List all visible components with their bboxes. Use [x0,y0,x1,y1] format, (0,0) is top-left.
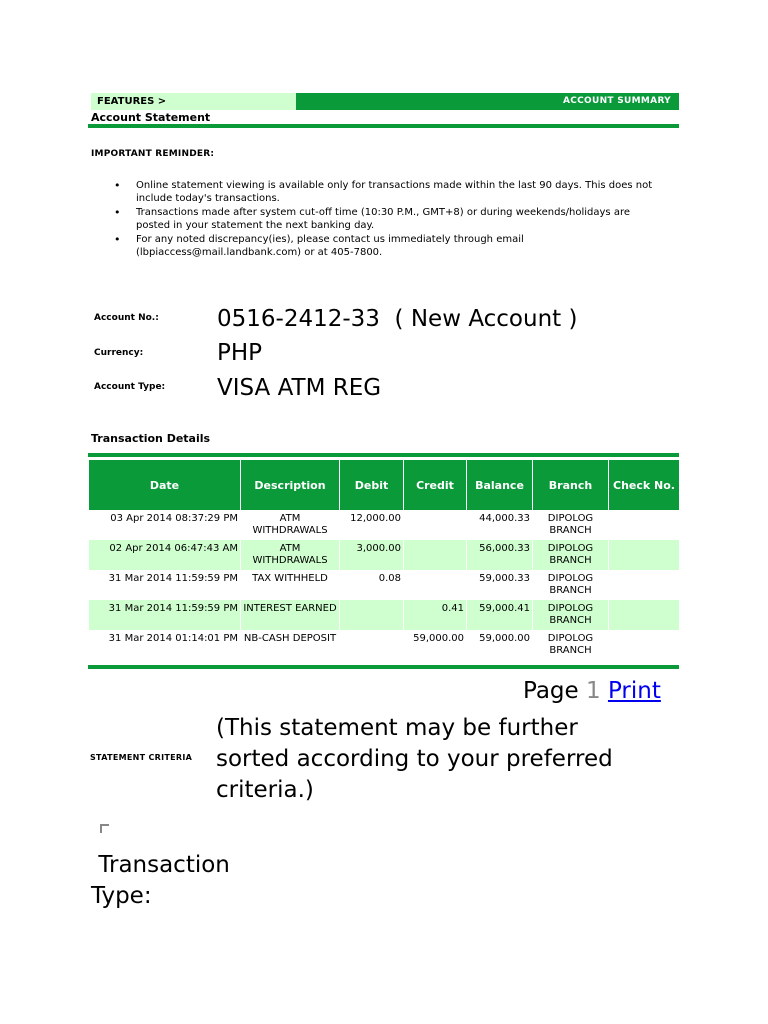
table-header-row [89,460,680,510]
column-header-description[interactable]: Description [241,460,340,510]
table-row [89,510,680,540]
cell-credit [404,510,467,540]
pagination [523,678,661,704]
reminder-item: • Transactions made after system cut-off time (10:30 P.M., GMT+8) or during weekends/holidays are posted in your statement the next banking day. [136,207,657,232]
table-row [89,630,680,660]
cell-check-no [609,570,680,600]
cell-date: 02 Apr 2014 06:47:43 AM [89,540,241,570]
reminder-item: • Online statement viewing is available only for transactions made within the last 90 days. This does not include today's transactions. [136,180,657,205]
statement-criteria-label: STATEMENT CRITERIA [90,753,193,762]
cell-branch: DIPOLOG BRANCH [533,510,609,540]
reminder-item: • For any noted discrepancy(ies), please contact us immediately through email (lbpiaccess@mail.landbank.com) or at 405-7800. [136,234,657,259]
header-divider [88,124,679,128]
cell-debit [340,630,404,660]
cell-debit: 12,000.00 [340,510,404,540]
transaction-type-text: Transaction Type: [91,852,230,909]
page-label: Page [523,678,579,704]
cell-balance: 59,000.33 [467,570,533,600]
cell-credit: 59,000.00 [404,630,467,660]
cell-description: ATM WITHDRAWALS [241,510,340,540]
currency-label: Currency: [94,348,144,358]
cell-description: INTEREST EARNED [241,600,340,630]
table-top-rule [88,453,679,457]
cell-branch: DIPOLOG BRANCH [533,600,609,630]
reminder-heading: IMPORTANT REMINDER: [91,149,215,159]
reminder-list [112,180,657,261]
cell-date: 03 Apr 2014 08:37:29 PM [89,510,241,540]
cell-check-no [609,600,680,630]
page-title: Account Statement [91,111,211,124]
table-row [89,540,680,570]
cell-credit [404,570,467,600]
cell-check-no [609,510,680,540]
cell-branch: DIPOLOG BRANCH [533,630,609,660]
cell-description: NB-CASH DEPOSIT [241,630,340,660]
column-header-debit[interactable]: Debit [340,460,404,510]
print-link[interactable]: Print [607,678,661,704]
cell-debit [340,600,404,630]
cell-credit [404,540,467,570]
cell-check-no [609,630,680,660]
column-header-check-no[interactable]: Check No. [609,460,680,510]
cell-balance: 59,000.41 [467,600,533,630]
cell-branch: DIPOLOG BRANCH [533,570,609,600]
cell-description: ATM WITHDRAWALS [241,540,340,570]
cell-debit: 0.08 [340,570,404,600]
cell-branch: DIPOLOG BRANCH [533,540,609,570]
cell-debit: 3,000.00 [340,540,404,570]
cell-balance: 44,000.33 [467,510,533,540]
cell-check-no [609,540,680,570]
column-header-branch[interactable]: Branch [533,460,609,510]
column-header-credit[interactable]: Credit [404,460,467,510]
transaction-details-heading: Transaction Details [91,432,211,445]
account-type-value: VISA ATM REG [217,375,382,401]
cell-balance: 56,000.33 [467,540,533,570]
cell-balance: 59,000.00 [467,630,533,660]
transaction-table [88,460,680,660]
account-number-label: Account No.: [94,313,159,323]
cell-date: 31 Mar 2014 01:14:01 PM [89,630,241,660]
page-number[interactable]: 1 [586,678,601,704]
cell-date: 31 Mar 2014 11:59:59 PM [89,570,241,600]
column-header-balance[interactable]: Balance [467,460,533,510]
table-row [89,600,680,630]
transaction-type-checkbox[interactable] [100,824,109,833]
account-summary-tab[interactable]: ACCOUNT SUMMARY [296,93,679,110]
table-bottom-rule [88,665,679,669]
currency-value: PHP [217,340,263,366]
column-header-date[interactable]: Date [89,460,241,510]
features-breadcrumb[interactable]: FEATURES > [91,93,296,110]
transaction-type-label [91,850,291,912]
account-type-label: Account Type: [94,382,166,392]
criteria-note: (This statement may be further sorted according to your preferred criteria.) [216,715,613,803]
account-number-value: 0516-2412-33 ( New Account ) [217,306,578,332]
table-row [89,570,680,600]
cell-description: TAX WITHHELD [241,570,340,600]
cell-date: 31 Mar 2014 11:59:59 PM [89,600,241,630]
cell-credit: 0.41 [404,600,467,630]
